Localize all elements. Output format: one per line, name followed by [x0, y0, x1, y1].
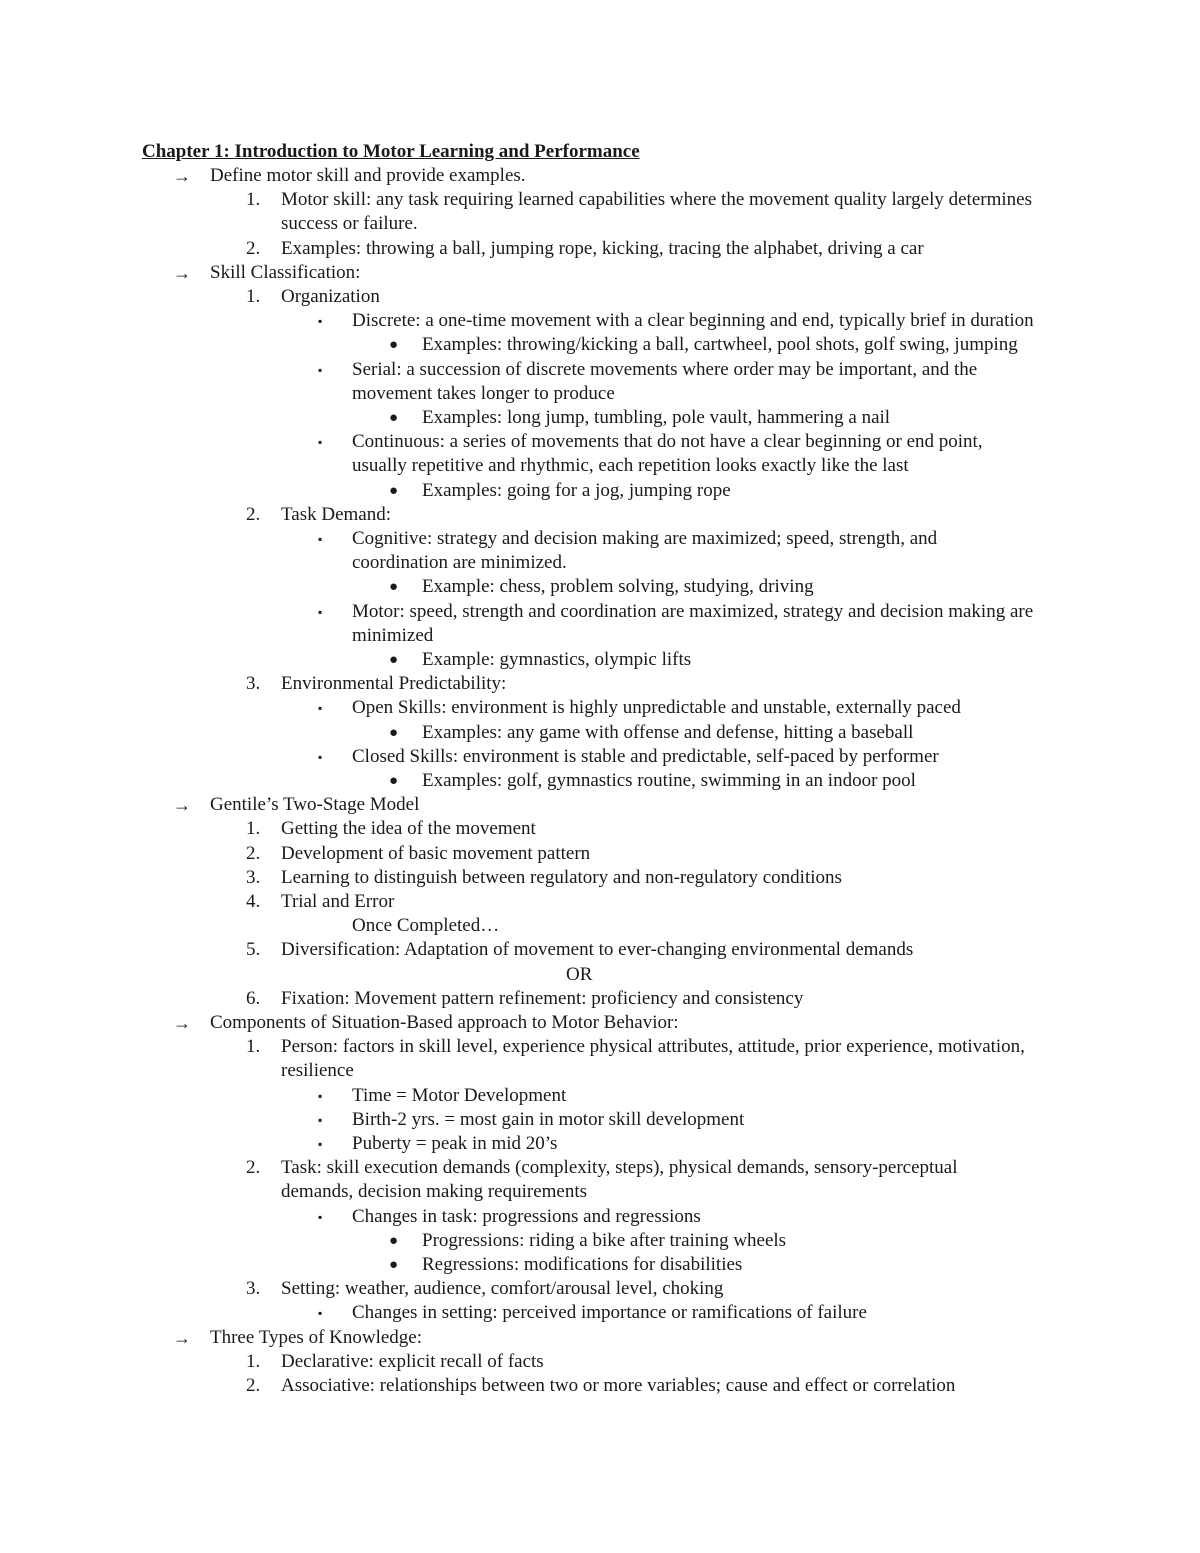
- outline-line: Diversification: Adaptation of movement to ever-changing environmental demands: [281, 939, 914, 960]
- outline-line: Closed Skills: environment is stable and predictable, self-paced by performer: [352, 746, 939, 767]
- outline-line: Time = Motor Development: [352, 1085, 567, 1106]
- square-bullet-icon: ▪: [318, 1137, 323, 1151]
- outline-line: Regressions: modifications for disabilities: [422, 1254, 743, 1275]
- outline-line: Discrete: a one-time movement with a clear beginning and end, typically brief in duration: [352, 310, 1034, 331]
- arrow-bullet-icon: →: [173, 1013, 191, 1033]
- outline-line: Fixation: Movement pattern refinement: proficiency and consistency: [281, 988, 804, 1009]
- outline-line: success or failure.: [281, 213, 418, 234]
- chapter-title: Chapter 1: Introduction to Motor Learning and Performance: [142, 141, 640, 162]
- list-number: 1.: [246, 286, 261, 307]
- list-number: 1.: [246, 189, 261, 210]
- outline-line: Gentile’s Two-Stage Model: [210, 794, 420, 815]
- dot-bullet-icon: ●: [389, 337, 399, 353]
- outline-line: Examples: throwing/kicking a ball, cartwheel, pool shots, golf swing, jumping: [422, 334, 1018, 355]
- outline-line: Define motor skill and provide examples.: [210, 165, 526, 186]
- square-bullet-icon: ▪: [318, 1306, 323, 1320]
- outline-line: minimized: [352, 625, 434, 646]
- outline-line: Components of Situation-Based approach to Motor Behavior:: [210, 1012, 679, 1033]
- square-bullet-icon: ▪: [318, 1089, 323, 1103]
- outline-line: Continuous: a series of movements that do not have a clear beginning or end point,: [352, 431, 983, 452]
- list-number: 3.: [246, 1278, 261, 1299]
- outline-line: Associative: relationships between two or more variables; cause and effect or correlation: [281, 1375, 956, 1396]
- outline-line: Serial: a succession of discrete movements where order may be important, and the: [352, 359, 978, 380]
- outline-line: Task Demand:: [281, 504, 392, 525]
- dot-bullet-icon: ●: [389, 483, 399, 499]
- outline-line: Organization: [281, 286, 380, 307]
- dot-bullet-icon: ●: [389, 410, 399, 426]
- outline-line: Example: chess, problem solving, studying, driving: [422, 576, 814, 597]
- outline-line: movement takes longer to produce: [352, 383, 615, 404]
- outline-line: Examples: going for a jog, jumping rope: [422, 480, 731, 501]
- outline-line: Examples: throwing a ball, jumping rope, kicking, tracing the alphabet, driving a car: [281, 238, 924, 259]
- square-bullet-icon: ▪: [318, 1210, 323, 1224]
- outline-line: Three Types of Knowledge:: [210, 1327, 423, 1348]
- outline-line: Examples: golf, gymnastics routine, swimming in an indoor pool: [422, 770, 916, 791]
- list-number: 2.: [246, 843, 261, 864]
- list-number: 1.: [246, 1036, 261, 1057]
- outline-line: Getting the idea of the movement: [281, 818, 536, 839]
- square-bullet-icon: ▪: [318, 1113, 323, 1127]
- list-number: 5.: [246, 939, 261, 960]
- list-number: 2.: [246, 1157, 261, 1178]
- dot-bullet-icon: ●: [389, 725, 399, 741]
- outline-line: Examples: long jump, tumbling, pole vault, hammering a nail: [422, 407, 891, 428]
- outline-line: Environmental Predictability:: [281, 673, 507, 694]
- outline-line: Learning to distinguish between regulatory and non-regulatory conditions: [281, 867, 842, 888]
- outline-line: Trial and Error: [281, 891, 395, 912]
- outline-line: Puberty = peak in mid 20’s: [352, 1133, 558, 1154]
- outline-line: Declarative: explicit recall of facts: [281, 1351, 544, 1372]
- dot-bullet-icon: ●: [389, 652, 399, 668]
- square-bullet-icon: ▪: [318, 314, 323, 328]
- dot-bullet-icon: ●: [389, 1233, 399, 1249]
- square-bullet-icon: ▪: [318, 701, 323, 715]
- outline-line: Changes in task: progressions and regressions: [352, 1206, 701, 1227]
- outline-line: demands, decision making requirements: [281, 1181, 588, 1202]
- list-number: 2.: [246, 238, 261, 259]
- list-number: 1.: [246, 1351, 261, 1372]
- arrow-bullet-icon: →: [173, 795, 191, 815]
- dot-bullet-icon: ●: [389, 773, 399, 789]
- list-number: 4.: [246, 891, 261, 912]
- outline-line: Progressions: riding a bike after training wheels: [422, 1230, 787, 1251]
- outline-line: Changes in setting: perceived importance or ramifications of failure: [352, 1302, 867, 1323]
- outline-line: Setting: weather, audience, comfort/arousal level, choking: [281, 1278, 724, 1299]
- outline-line: Example: gymnastics, olympic lifts: [422, 649, 692, 670]
- outline-line: Examples: any game with offense and defense, hitting a baseball: [422, 722, 914, 743]
- arrow-bullet-icon: →: [173, 1328, 191, 1348]
- square-bullet-icon: ▪: [318, 750, 323, 764]
- arrow-bullet-icon: →: [173, 263, 191, 283]
- outline-line: OR: [566, 964, 593, 985]
- list-number: 2.: [246, 504, 261, 525]
- outline-line: resilience: [281, 1060, 354, 1081]
- outline-line: Motor: speed, strength and coordination are maximized, strategy and decision making are: [352, 601, 1034, 622]
- outline-line: Birth-2 yrs. = most gain in motor skill development: [352, 1109, 745, 1130]
- list-number: 3.: [246, 867, 261, 888]
- outline-line: coordination are minimized.: [352, 552, 567, 573]
- outline-line: Task: skill execution demands (complexity, steps), physical demands, sensory-perceptual: [281, 1157, 958, 1178]
- outline-line: Person: factors in skill level, experience physical attributes, attitude, prior experience, motivation,: [281, 1036, 1025, 1057]
- outline-line: Once Completed…: [352, 915, 500, 936]
- outline-line: Development of basic movement pattern: [281, 843, 591, 864]
- outline-line: Motor skill: any task requiring learned capabilities where the movement quality largely determines: [281, 189, 1032, 210]
- dot-bullet-icon: ●: [389, 1257, 399, 1273]
- square-bullet-icon: ▪: [318, 532, 323, 546]
- list-number: 1.: [246, 818, 261, 839]
- outline-line: Open Skills: environment is highly unpredictable and unstable, externally paced: [352, 697, 961, 718]
- list-number: 6.: [246, 988, 261, 1009]
- list-number: 3.: [246, 673, 261, 694]
- list-number: 2.: [246, 1375, 261, 1396]
- dot-bullet-icon: ●: [389, 579, 399, 595]
- outline-line: Cognitive: strategy and decision making are maximized; speed, strength, and: [352, 528, 938, 549]
- outline-line: Skill Classification:: [210, 262, 361, 283]
- square-bullet-icon: ▪: [318, 435, 323, 449]
- arrow-bullet-icon: →: [173, 166, 191, 186]
- square-bullet-icon: ▪: [318, 363, 323, 377]
- square-bullet-icon: ▪: [318, 605, 323, 619]
- outline-line: usually repetitive and rhythmic, each repetition looks exactly like the last: [352, 455, 909, 476]
